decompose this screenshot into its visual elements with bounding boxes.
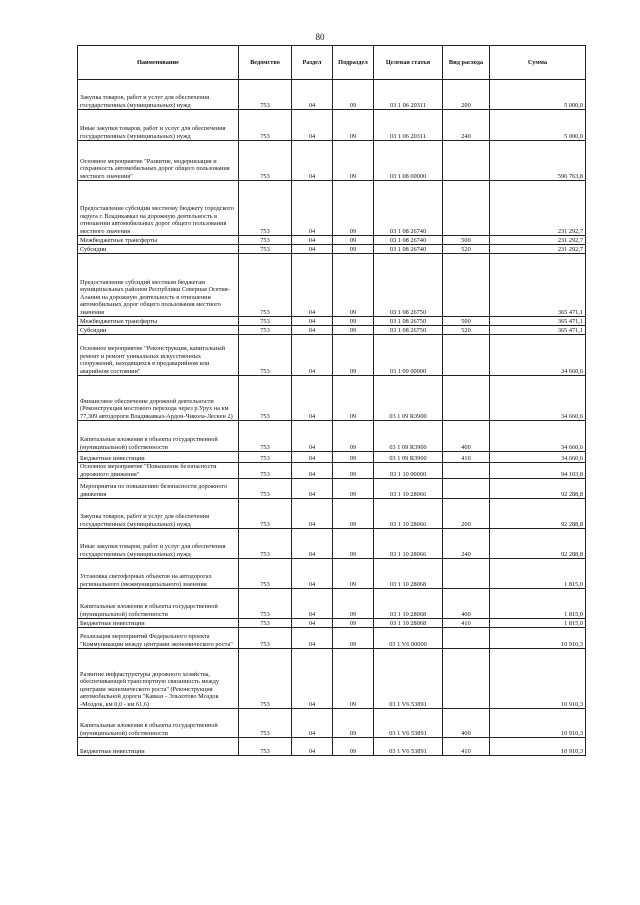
row-expense-type-cell: 400 — [443, 709, 490, 738]
header-target-article: Целевая статья — [374, 46, 443, 80]
row-section-cell: 04 — [292, 499, 333, 529]
row-subsection-cell: 09 — [333, 421, 374, 452]
row-target-article-cell: 03 1 08 26750 — [374, 326, 443, 335]
row-section-cell: 04 — [292, 738, 333, 756]
row-target-article-cell: 03 1 10 28068 — [374, 619, 443, 628]
row-sum-cell: 34 660,6 — [490, 376, 586, 421]
table-row — [78, 376, 586, 421]
row-subsection-cell: 09 — [333, 499, 374, 529]
table-row — [78, 738, 586, 756]
row-name-cell: Субсидии — [78, 245, 239, 254]
row-expense-type-cell — [443, 376, 490, 421]
table-row — [78, 317, 586, 326]
row-department-cell: 753 — [239, 529, 292, 559]
row-name-cell: Бюджетные инвестиции — [78, 452, 239, 463]
row-subsection-cell: 09 — [333, 619, 374, 628]
row-expense-type-cell: 500 — [443, 236, 490, 245]
row-department-cell: 753 — [239, 463, 292, 479]
row-name-cell: Основное мероприятие "Реконструкция, капитальный ремонт и ремонт уникальных искусственных сооружений, находящихся в предаварийном или аварийном состоянии" — [78, 335, 239, 376]
row-expense-type-cell: 520 — [443, 326, 490, 335]
row-subsection-cell: 09 — [333, 141, 374, 181]
table-row — [78, 245, 586, 254]
row-expense-type-cell: 400 — [443, 421, 490, 452]
row-sum-cell: 34 660,6 — [490, 421, 586, 452]
row-name-cell: Мероприятия по повышению безопасности дорожного движения — [78, 479, 239, 499]
row-name-cell: Предоставление субсидии местному бюджету городского округа г. Владикавказ на дорожную деятельность в отношении автомобильных дорог общего пользования местного значения — [78, 181, 239, 236]
row-expense-type-cell: 240 — [443, 529, 490, 559]
row-target-article-cell: 03 1 V6 00000 — [374, 628, 443, 649]
row-expense-type-cell — [443, 649, 490, 709]
row-sum-cell: 596 763,8 — [490, 141, 586, 181]
row-expense-type-cell — [443, 463, 490, 479]
row-target-article-cell: 03 1 V6 53891 — [374, 649, 443, 709]
row-department-cell: 753 — [239, 236, 292, 245]
row-section-cell: 04 — [292, 335, 333, 376]
row-target-article-cell: 03 1 10 28066 — [374, 529, 443, 559]
row-sum-cell: 231 292,7 — [490, 245, 586, 254]
row-department-cell: 753 — [239, 559, 292, 589]
row-sum-cell: 94 103,8 — [490, 463, 586, 479]
row-department-cell: 753 — [239, 649, 292, 709]
row-subsection-cell: 09 — [333, 326, 374, 335]
row-name-cell: Развитие инфраструктуры дорожного хозяйства, обеспечивающей транспортную связанность между центрами экономического роста" (Реконструкция автомобильной дороги "Кавказ - Эльхотово Моздок -Моздок, км 0,0 - км 61,6) — [78, 649, 239, 709]
row-expense-type-cell: 500 — [443, 317, 490, 326]
header-sum: Сумма — [490, 46, 586, 80]
row-subsection-cell: 09 — [333, 628, 374, 649]
table-body — [78, 80, 586, 756]
row-sum-cell: 34 660,6 — [490, 335, 586, 376]
table-row — [78, 499, 586, 529]
row-name-cell: Капитальные вложения в объекты государственной (муниципальной) собственности — [78, 709, 239, 738]
row-name-cell: Основное мероприятие "Развитие, модернизация и сохранность автомобильных дорог общего пользования местного значения" — [78, 141, 239, 181]
row-target-article-cell: 03 1 10 28066 — [374, 479, 443, 499]
row-target-article-cell: 03 1 09 R3900 — [374, 376, 443, 421]
row-department-cell: 753 — [239, 619, 292, 628]
row-department-cell: 753 — [239, 452, 292, 463]
row-subsection-cell: 09 — [333, 181, 374, 236]
row-department-cell: 753 — [239, 254, 292, 317]
row-subsection-cell: 09 — [333, 110, 374, 141]
row-sum-cell: 10 910,3 — [490, 649, 586, 709]
row-name-cell: Субсидии — [78, 326, 239, 335]
row-name-cell: Предоставление субсидий местным бюджетам муниципальных районов Республики Северная Осетия-Алания на дорожную деятельность в отношении автомобильных дорог общего пользования местного значения — [78, 254, 239, 317]
row-expense-type-cell: 520 — [443, 245, 490, 254]
row-section-cell: 04 — [292, 254, 333, 317]
row-subsection-cell: 09 — [333, 738, 374, 756]
row-name-cell: Финансовое обеспечение дорожной деятельности (Реконструкция мостового перехода через р.Урух на км 77,309 автодороги Владикавказ-Ардон-Чикола-Лескен 2) — [78, 376, 239, 421]
row-target-article-cell: 03 1 10 28066 — [374, 499, 443, 529]
row-name-cell: Бюджетные инвестиции — [78, 619, 239, 628]
row-name-cell: Капитальные вложения в объекты государственной (муниципальной) собственности — [78, 589, 239, 619]
row-target-article-cell: 03 1 08 00000 — [374, 141, 443, 181]
table-row — [78, 529, 586, 559]
row-section-cell: 04 — [292, 245, 333, 254]
row-target-article-cell: 03 1 08 26740 — [374, 236, 443, 245]
row-department-cell: 753 — [239, 376, 292, 421]
row-department-cell: 753 — [239, 141, 292, 181]
row-subsection-cell: 09 — [333, 335, 374, 376]
row-target-article-cell: 03 1 09 00000 — [374, 335, 443, 376]
row-section-cell: 04 — [292, 649, 333, 709]
row-department-cell: 753 — [239, 335, 292, 376]
table-row — [78, 335, 586, 376]
row-name-cell: Межбюджетные трансферты — [78, 317, 239, 326]
header-department: Ведомство — [239, 46, 292, 80]
row-section-cell: 04 — [292, 479, 333, 499]
table-header — [78, 46, 586, 80]
row-target-article-cell: 03 1 V6 53891 — [374, 738, 443, 756]
row-subsection-cell: 09 — [333, 254, 374, 317]
row-sum-cell: 231 292,7 — [490, 236, 586, 245]
row-sum-cell: 5 000,0 — [490, 80, 586, 110]
row-name-cell: Капитальные вложения в объекты государственной (муниципальной) собственности — [78, 421, 239, 452]
table-row — [78, 649, 586, 709]
row-expense-type-cell — [443, 479, 490, 499]
row-target-article-cell: 03 1 08 26740 — [374, 181, 443, 236]
row-section-cell: 04 — [292, 559, 333, 589]
row-section-cell: 04 — [292, 421, 333, 452]
row-name-cell: Иные закупки товаров, работ и услуг для обеспечения государственных (муниципальных) нужд — [78, 110, 239, 141]
row-subsection-cell: 09 — [333, 376, 374, 421]
row-sum-cell: 92 288,8 — [490, 529, 586, 559]
row-expense-type-cell: 410 — [443, 452, 490, 463]
row-name-cell: Иные закупки товаров, работ и услуг для обеспечения государственных (муниципальных) нужд — [78, 529, 239, 559]
row-expense-type-cell — [443, 141, 490, 181]
row-department-cell: 753 — [239, 499, 292, 529]
row-department-cell: 753 — [239, 80, 292, 110]
row-section-cell: 04 — [292, 463, 333, 479]
row-sum-cell: 34 660,6 — [490, 452, 586, 463]
row-subsection-cell: 09 — [333, 245, 374, 254]
row-section-cell: 04 — [292, 589, 333, 619]
row-department-cell: 753 — [239, 738, 292, 756]
table-row — [78, 479, 586, 499]
table-row — [78, 559, 586, 589]
row-sum-cell: 1 815,0 — [490, 559, 586, 589]
row-expense-type-cell — [443, 559, 490, 589]
row-subsection-cell: 09 — [333, 559, 374, 589]
row-section-cell: 04 — [292, 529, 333, 559]
row-sum-cell: 365 471,1 — [490, 326, 586, 335]
row-target-article-cell: 03 1 06 20311 — [374, 80, 443, 110]
row-name-cell: Закупка товаров, работ и услуг для обеспечения государственных (муниципальных) нужд — [78, 499, 239, 529]
row-subsection-cell: 09 — [333, 709, 374, 738]
row-sum-cell: 10 910,3 — [490, 738, 586, 756]
table-row — [78, 628, 586, 649]
row-expense-type-cell — [443, 335, 490, 376]
table-row — [78, 80, 586, 110]
row-sum-cell: 1 815,0 — [490, 589, 586, 619]
table-row — [78, 709, 586, 738]
table-row — [78, 181, 586, 236]
row-subsection-cell: 09 — [333, 529, 374, 559]
row-sum-cell: 365 471,1 — [490, 254, 586, 317]
row-sum-cell: 365 471,1 — [490, 317, 586, 326]
header-name: Наименование — [78, 46, 239, 80]
row-subsection-cell: 09 — [333, 589, 374, 619]
row-target-article-cell: 03 1 08 26740 — [374, 245, 443, 254]
table-row — [78, 254, 586, 317]
row-target-article-cell: 03 1 08 26750 — [374, 317, 443, 326]
header-row — [78, 46, 586, 80]
row-department-cell: 753 — [239, 589, 292, 619]
row-expense-type-cell: 400 — [443, 589, 490, 619]
row-department-cell: 753 — [239, 479, 292, 499]
table-row — [78, 236, 586, 245]
row-target-article-cell: 03 1 08 26750 — [374, 254, 443, 317]
row-department-cell: 753 — [239, 628, 292, 649]
row-sum-cell: 92 288,8 — [490, 499, 586, 529]
row-expense-type-cell: 410 — [443, 619, 490, 628]
row-name-cell: Бюджетные инвестиции — [78, 738, 239, 756]
header-section: Раздел — [292, 46, 333, 80]
row-expense-type-cell: 240 — [443, 110, 490, 141]
row-name-cell: Установка светофорных объектов на автодорогах регионального (межмуниципального) значения — [78, 559, 239, 589]
table-row — [78, 589, 586, 619]
row-expense-type-cell — [443, 628, 490, 649]
row-section-cell: 04 — [292, 110, 333, 141]
row-section-cell: 04 — [292, 376, 333, 421]
row-section-cell: 04 — [292, 619, 333, 628]
table-row — [78, 141, 586, 181]
row-expense-type-cell: 200 — [443, 80, 490, 110]
row-section-cell: 04 — [292, 181, 333, 236]
row-department-cell: 753 — [239, 181, 292, 236]
row-name-cell: Основное мероприятие "Повышение безопасности дорожного движения" — [78, 463, 239, 479]
row-subsection-cell: 09 — [333, 649, 374, 709]
row-section-cell: 04 — [292, 326, 333, 335]
table-row — [78, 619, 586, 628]
row-target-article-cell: 03 1 09 R3900 — [374, 452, 443, 463]
table-row — [78, 452, 586, 463]
row-subsection-cell: 09 — [333, 236, 374, 245]
row-department-cell: 753 — [239, 110, 292, 141]
row-expense-type-cell — [443, 181, 490, 236]
row-sum-cell: 1 815,0 — [490, 619, 586, 628]
row-department-cell: 753 — [239, 245, 292, 254]
row-section-cell: 04 — [292, 452, 333, 463]
table-row — [78, 326, 586, 335]
budget-table — [77, 45, 586, 756]
row-name-cell: Закупка товаров, работ и услуг для обеспечения государственных (муниципальных) нужд — [78, 80, 239, 110]
row-subsection-cell: 09 — [333, 463, 374, 479]
header-expense-type: Вид расхода — [443, 46, 490, 80]
row-expense-type-cell: 200 — [443, 499, 490, 529]
row-target-article-cell: 03 1 10 28068 — [374, 559, 443, 589]
row-target-article-cell: 03 1 09 R3900 — [374, 421, 443, 452]
page-number: 80 — [315, 32, 325, 42]
row-expense-type-cell: 410 — [443, 738, 490, 756]
table-row — [78, 421, 586, 452]
row-sum-cell: 10 910,3 — [490, 709, 586, 738]
row-subsection-cell: 09 — [333, 80, 374, 110]
row-department-cell: 753 — [239, 317, 292, 326]
row-target-article-cell: 03 1 06 20311 — [374, 110, 443, 141]
row-department-cell: 753 — [239, 326, 292, 335]
row-department-cell: 753 — [239, 421, 292, 452]
row-section-cell: 04 — [292, 709, 333, 738]
row-subsection-cell: 09 — [333, 479, 374, 499]
row-subsection-cell: 09 — [333, 452, 374, 463]
row-sum-cell: 10 910,3 — [490, 628, 586, 649]
row-expense-type-cell — [443, 254, 490, 317]
table-row — [78, 110, 586, 141]
table-row — [78, 463, 586, 479]
row-sum-cell: 92 288,8 — [490, 479, 586, 499]
row-department-cell: 753 — [239, 709, 292, 738]
row-section-cell: 04 — [292, 236, 333, 245]
row-target-article-cell: 03 1 V6 53891 — [374, 709, 443, 738]
row-name-cell: Межбюджетные трансферты — [78, 236, 239, 245]
row-name-cell: Реализация мероприятий Федерального проекта "Коммуникации между центрами экономического роста" — [78, 628, 239, 649]
row-target-article-cell: 03 1 10 28068 — [374, 589, 443, 619]
row-sum-cell: 231 292,7 — [490, 181, 586, 236]
row-section-cell: 04 — [292, 317, 333, 326]
row-section-cell: 04 — [292, 141, 333, 181]
row-subsection-cell: 09 — [333, 317, 374, 326]
row-section-cell: 04 — [292, 80, 333, 110]
row-section-cell: 04 — [292, 628, 333, 649]
row-target-article-cell: 03 1 10 00000 — [374, 463, 443, 479]
header-subsection: Подраздел — [333, 46, 374, 80]
row-sum-cell: 5 000,0 — [490, 110, 586, 141]
